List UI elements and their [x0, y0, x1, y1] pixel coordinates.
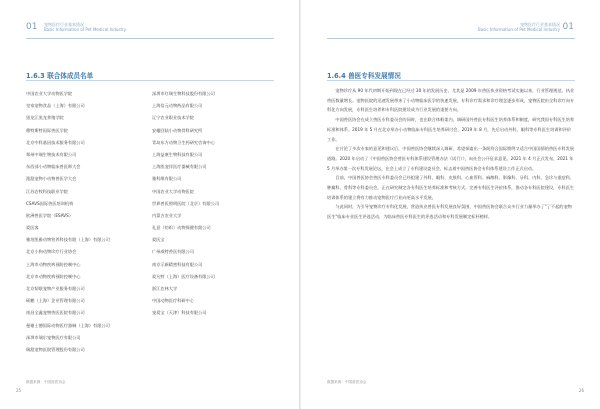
member-list-item: 硕鹏（上海）企业管理有限公司 [26, 298, 85, 304]
member-list-item: 雅科维有限公司 [152, 176, 182, 182]
member-list-item: 曼谢士德国际动物医疗器械（上海）有限公司 [26, 322, 110, 328]
member-list-item: 浙江农林大学 [152, 286, 178, 291]
member-list-item: 东西部小动物临床兽医师大会 [26, 164, 81, 170]
member-list-item: 北京中科基因技术服务有限公司 [26, 139, 85, 145]
section-rule [327, 80, 575, 81]
data-source-note: 数据来源：中国兽医协会 [327, 380, 367, 384]
header-title-en: Basic Information of Pet Medical Industry [44, 27, 127, 32]
member-list-item: 礼意（纺织）动物保健有限公司 [152, 225, 211, 231]
member-list-item: 广州威特兽医有限公司 [152, 249, 194, 255]
member-list-item: 南京示新精密科技有限公司 [152, 261, 203, 267]
member-list-item: 欧洲兽医学院（ESAVS） [26, 212, 74, 218]
member-list-item: 上海市动物疾病预防控制中心 [26, 261, 81, 267]
header-rule [26, 38, 274, 39]
data-source-note: 数据来源：中国兽医协会 [26, 380, 66, 384]
body-paragraph: 目前，中国兽医协会兽医专科委员会已经组建了外科、眼科、皮肤科、心血管科、麻醉科、影像科、牙科、内科、急诊与重症科、肿瘤科、骨科等专科委员会，正在研究制定各专科医生培养标准和考核方式，完善专科医生评价体系，推动各专科医院建设，专科医生培训体系的建立将有力推动宠物医疗行业向更高水平发展。 [327, 175, 575, 200]
header-chapter-number: 01 [26, 22, 38, 32]
header-chapter-number: 01 [562, 22, 574, 32]
left-page [0, 0, 299, 409]
section-title: 1.6.3 联合体成员名单 [26, 72, 94, 80]
header-title-cn: 宠物医疗行业基本情况 [44, 22, 84, 27]
member-list-item: 宠爱宝（天津）科技有限公司 [152, 310, 207, 316]
member-list-item: 深圳市红瑞生物科技股份有限公司 [152, 91, 215, 96]
member-list-item: 穆特斯特国际兽医学院 [26, 127, 68, 133]
body-paragraph: 在讨论了多次专家的意见和建议后，中国兽医协会继续深入调研，希望探索出一条既符合国际惯例又适合中国国情的兽医专科发展道路。2020 年启动了《中国兽医协会兽医专科体系建设管理办法（试行）》，向社会公开征求意见。2021 年 4 月正式发布，2021 年 5 月举办第一次专科发展论坛，在会上成立了专科建设委员会，标志着中国兽医协会专科体系建设工作正式启动。 [327, 146, 575, 171]
member-list-item: 安徽回陆小动物骨科研究所 [152, 127, 203, 133]
member-list-item: 江苏农牧科技职业学院 [26, 188, 68, 194]
member-list-item: 郑州中瑞生物技术有限公司 [26, 151, 77, 157]
member-list-item: 上海信元动物药品有限公司 [152, 103, 203, 109]
member-list-item: 青岛东方动物卫生药研究咨询中心 [152, 139, 215, 145]
right-page [301, 0, 600, 409]
member-list-item: 爱医宝 [152, 237, 165, 243]
section-title: 1.6.4 兽医专科发展情况 [327, 72, 401, 80]
body-paragraph: 宠物诊疗从 90 年代初期开始到现在已经过 30 年的发展历史，尤其是 2009 年兽医执业资格考试实施以来，行业管理规范、执业兽医数量增长。宠物医院的迅速发展带来了小动物临床医学的快速发展，专科诊疗需求和诊疗理念逐步形成，宠物医院由全科诊疗向专科化方向发展，专科医生培养和专科医院建设成为行业发展的重要方向。 [327, 88, 575, 113]
member-list-item: 爱医客 [26, 225, 39, 231]
body-paragraph: 与此同时，为引导宠物诊疗专科化发展，营造执业兽医专科发展良好氛围，中国兽医协会联合众多行业力量举办了"了不起的宠物医生"临床专业医生评选活动，为临床兽医专科医生的评选活动和专科发展制定标杆榜样。 [327, 204, 572, 220]
page-number: 26 [578, 388, 584, 393]
member-list-item: 辽宁农业职业技术学院 [152, 115, 194, 121]
member-list-item: 中国农业大学动物医院 [152, 188, 194, 194]
member-list-item: 南昌全鑫宠物兽医医院有限公司 [26, 310, 85, 316]
member-list-item: 中国动物医疗科研中心 [152, 298, 194, 304]
member-list-item: 上海益康生物科技有限公司 [152, 151, 203, 157]
header-title [478, 22, 560, 32]
member-list-item: 瑞派宠物医院管理股份有限公司 [26, 346, 85, 352]
member-list-item: 爱凡特（上海）医疗设备有限公司 [152, 273, 215, 279]
member-list-column-2 [152, 88, 219, 320]
page-number: 25 [16, 388, 22, 393]
body-paragraph: 中国兽医协会在成立兽医专科委员会的同时，也在联合体框架内，调研国外兽医专科医生培养体系和制度，研究我国专科医生培养标准和体系。2019 年 5 月在北京举办小动物临床专科医生培养研讨会，2019 年 8 月，先后启动外科、眼科等专科医生培训和评价工作。 [327, 117, 575, 142]
member-list-item: 派派宠物小动物兽医学大会 [26, 176, 77, 182]
header-title-en: Basic Information of Pet Medical Industry [477, 27, 560, 32]
member-list-item: 雅培凯雅动物营养科技有限（上海）有限公司 [26, 237, 110, 243]
member-list-item: 深圳市瑞尔宠物医疗有限公司 [26, 334, 81, 340]
member-list-item: 皇家宠物食品（上海）有限公司 [26, 103, 85, 109]
member-list-item: CSAVS国际兽医培训机构 [26, 200, 74, 206]
member-list-item: 北京韧联宠物产业服务有限公司 [26, 286, 85, 291]
member-list-column-1 [26, 88, 110, 356]
member-list-item: 中国农业大学动物医学院 [26, 91, 73, 96]
section-rule [26, 80, 274, 81]
member-list-item: 北京小狗动物诊疗行业协会 [26, 249, 77, 255]
member-list-item: 世界兽医照明医院（北京）有限公司 [152, 200, 220, 206]
section-body [327, 86, 575, 222]
member-list-item: 内蒙古农业大学 [152, 212, 182, 218]
header-title [44, 22, 126, 32]
header-rule [327, 38, 575, 39]
header-title-cn: 宠物医疗行业基本情况 [520, 22, 560, 27]
member-list-item: 黑龙江黑龙养殖学院 [26, 115, 64, 121]
member-list-item: 上海凯宠伴医疗器械有限公司 [152, 164, 207, 170]
member-list-item: 北京市动物疾病预防控制中心 [26, 273, 81, 279]
